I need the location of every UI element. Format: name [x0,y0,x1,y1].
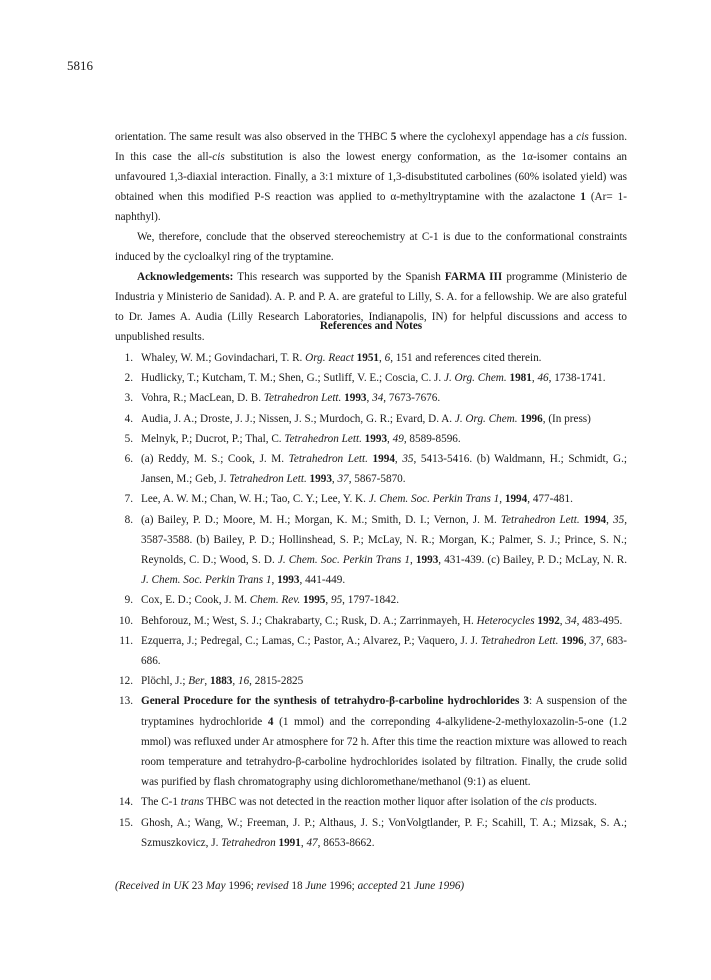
reference-item: 11. Ezquerra, J.; Pedregal, C.; Lamas, C.; Pastor, A.; Alvarez, P.; Vaquero, J. J. Tetrahedron Lett. 1996, 37, 683-686. [119,634,627,668]
reference-item: 13. General Procedure for the synthesis of tetrahydro-β-carboline hydrochlorides 3: A suspension of the tryptamines hydrochloride 4 (1 mmol) and the correponding 4-alkylidene-2-methyloxazolin-5-one (1.2 mmol) was refluxed under Ar atmosphere for 72 h. After this time the reaction mixture was allowed to reach room temperature and tetrahydro-β-carboline hydrochlorides isolated by filtration. Finally, the crude solid was purified by flash chromatography using dichloromethane/methanol (9:1) as eluent. [119,695,628,789]
reference-item: 15. Ghosh, A.; Wang, W.; Freeman, J. P.; Althaus, J. S.; VonVolgtlander, P. F.; Scahill, T. A.; Mizsak, S. A.; Szmuszkovicz, J. Tetrahedron 1991, 47, 8653-8662. [119,816,627,849]
reference-item: 12. Plöchl, J.; Ber, 1883, 16, 2815-2825 [119,675,304,688]
page-number: 5816 [67,58,93,73]
paragraph: We, therefore, conclude that the observed stereochemistry at C-1 is due to the conformational constraints induced by the cycloalkyl ring of the tryptamine. [115,231,627,263]
reference-item: 4. Audia, J. A.; Droste, J. J.; Nissen, J. S.; Murdoch, G. R.; Evard, D. A. J. Org. Chem. 1996, (In press) [124,412,591,425]
acknowledgements: Acknowledgements: This research was supported by the Spanish FARMA III programme (Ministerio de Industria y Ministerio de Sanidad). A. P. and P. A. are grateful to Lilly, S. A. for a fellowship. We are also grateful to Dr. James A. Audia (Lilly Research Laboratories, Indianapolis, IN) for helpful discussions and access to unpublished results. [115,271,627,343]
reference-item: 7. Lee, A. W. M.; Chan, W. H.; Tao, C. Y.; Lee, Y. K. J. Chem. Soc. Perkin Trans 1, 1994, 477-481. [124,493,573,506]
reference-item: 14. The C-1 trans THBC was not detected in the reaction mother liquor after isolation of the cis products. [119,796,597,809]
reference-item: 8. (a) Bailey, P. D.; Moore, M. H.; Morgan, K. M.; Smith, D. I.; Vernon, J. M. Tetrahedron Lett. 1994, 35, 3587-3588. (b) Bailey, P. D.; Hollinshead, S. P.; McLay, N. R.; Morgan, K.; Palmer, S. J.; Prince, S. N.; Reynolds, C. D.; Wood, S. D. J. Chem. Soc. Perkin Trans 1, 1993, 431-439. (c) Bailey, P. D.; McLay, N. R. J. Chem. Soc. Perkin Trans 1, 1993, 441-449. [124,513,628,587]
reference-item: 1. Whaley, W. M.; Govindachari, T. R. Org. React 1951, 6, 151 and references cited therein. [124,352,542,364]
reference-item: 6. (a) Reddy, M. S.; Cook, J. M. Tetrahedron Lett. 1994, 35, 5413-5416. (b) Waldmann, H.; Schmidt, G.; Jansen, M.; Geb, J. Tetrahedron Lett. 1993, 37, 5867-5870. [124,453,628,486]
reference-item: 9. Cox, E. D.; Cook, J. M. Chem. Rev. 1995, 95, 1797-1842. [124,594,400,607]
reference-item: 2. Hudlicky, T.; Kutcham, T. M.; Shen, G.; Sutliff, V. E.; Coscia, C. J. J. Org. Chem. 1981, 46, 1738-1741. [124,372,606,385]
paragraph: orientation. The same result was also observed in the THBC 5 where the cyclohexyl appendage has a cis fussion. In this case the all-cis substitution is also the lowest energy conformation, as the 1α-isomer contains an unfavoured 1,3-diaxial interaction. Finally, a 3:1 mixture of 1,3-disubstituted carbolines (60% isolated yield) was obtained when this modified P-S reaction was applied to α-methyltryptamine with the azalactone 1 (Ar= 1-naphthyl). [115,131,628,223]
reference-item: 5. Melnyk, P.; Ducrot, P.; Thal, C. Tetrahedron Lett. 1993, 49, 8589-8596. [124,432,461,445]
received-dates: (Received in UK 23 May 1996; revised 18 June 1996; accepted 21 June 1996) [115,880,465,892]
section-title: References and Notes [319,320,423,332]
reference-item: 3. Vohra, R.; MacLean, D. B. Tetrahedron Lett. 1993, 34, 7673-7676. [124,392,441,405]
reference-item: 10. Behforouz, M.; West, S. J.; Chakrabarty, C.; Rusk, D. A.; Zarrinmayeh, H. Heterocycles 1992, 34, 483-495. [119,614,623,627]
reference-list [115,348,627,853]
body-text [115,127,627,347]
